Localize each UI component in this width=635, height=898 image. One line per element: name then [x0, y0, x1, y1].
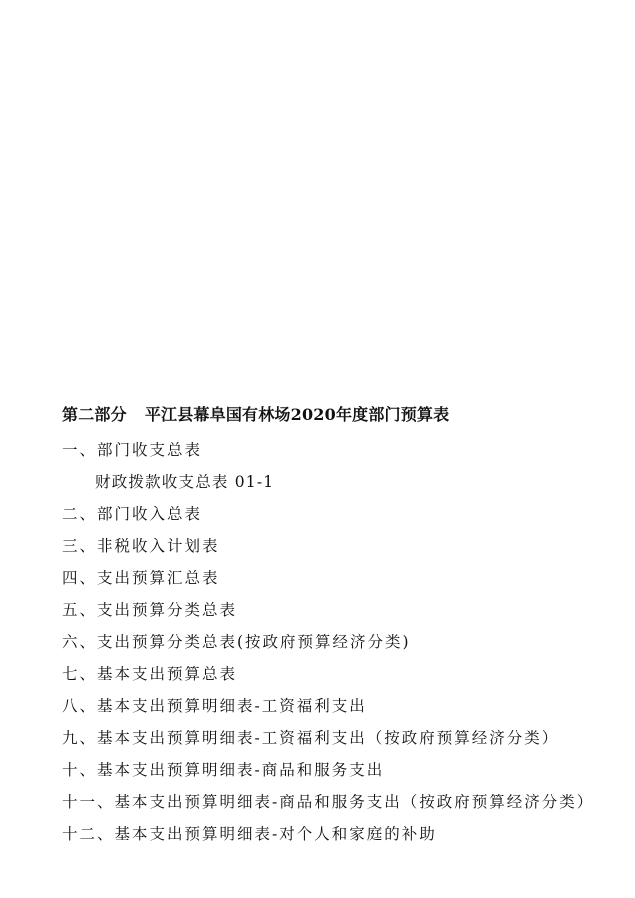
- section-part-label: 第二部分: [62, 405, 127, 424]
- toc-item-1: 一、部门收支总表: [62, 441, 203, 459]
- toc-item-12: 十二、基本支出预算明细表-对个人和家庭的补助: [62, 825, 437, 843]
- section-title: 平江县幕阜国有林场2020年度部门预算表: [144, 405, 450, 424]
- toc-item-4: 四、支出预算汇总表: [62, 569, 220, 587]
- toc-item-11: 十一、基本支出预算明细表-商品和服务支出（按政府预算经济分类）: [62, 793, 595, 811]
- toc-item-6: 六、支出预算分类总表(按政府预算经济分类): [62, 633, 411, 651]
- toc-subitem-1-1: 财政拨款收支总表 01-1: [95, 473, 275, 491]
- toc-item-5: 五、支出预算分类总表: [62, 601, 238, 619]
- toc-item-3: 三、非税收入计划表: [62, 537, 220, 555]
- toc-item-9: 九、基本支出预算明细表-工资福利支出（按政府预算经济分类）: [62, 729, 560, 747]
- toc-item-7: 七、基本支出预算总表: [62, 665, 238, 683]
- toc-item-8: 八、基本支出预算明细表-工资福利支出: [62, 697, 367, 715]
- section-heading: [62, 402, 449, 425]
- toc-item-2: 二、部门收入总表: [62, 505, 203, 523]
- toc-item-10: 十、基本支出预算明细表-商品和服务支出: [62, 761, 385, 779]
